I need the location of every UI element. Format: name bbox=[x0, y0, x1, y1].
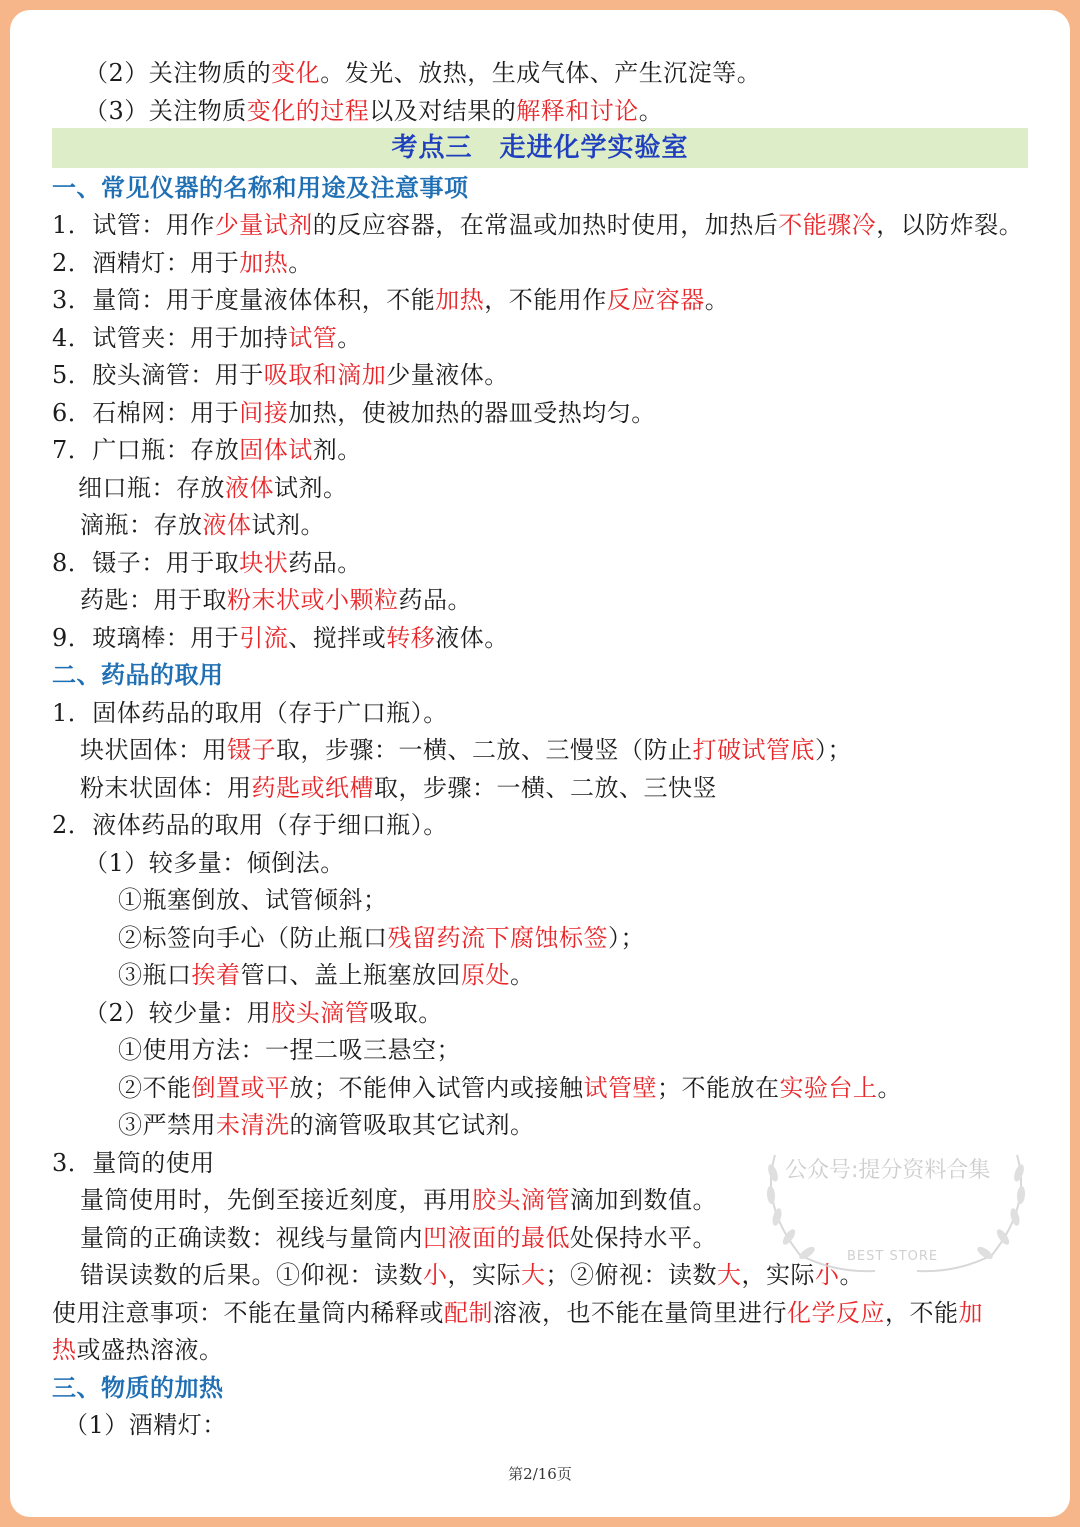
line-text: 错误读数的后果。①仰视：读数 bbox=[80, 1261, 423, 1289]
highlight-text: 小 bbox=[423, 1261, 448, 1289]
line-text: ；不能放在 bbox=[657, 1074, 780, 1102]
text-line bbox=[80, 1185, 717, 1215]
highlight-text: 配制 bbox=[444, 1299, 493, 1327]
text-line bbox=[80, 735, 852, 765]
text-line bbox=[64, 1410, 227, 1440]
line-text: 溶液，也不能在量筒里进行 bbox=[493, 1299, 787, 1327]
document-page bbox=[10, 10, 1070, 1517]
line-text: 取，步骤：一横、二放、三慢竖（防止 bbox=[276, 736, 693, 764]
text-line bbox=[84, 58, 761, 88]
line-text: ）； bbox=[608, 924, 645, 952]
line-text: ）； bbox=[815, 736, 852, 764]
line-text: 4．试管夹：用于加持 bbox=[52, 324, 289, 352]
text-line bbox=[118, 885, 388, 915]
line-text: ①瓶塞倒放、试管倾斜； bbox=[118, 886, 388, 914]
text-line bbox=[52, 1148, 215, 1178]
highlight-text: 变化的过程 bbox=[246, 97, 370, 125]
text-line bbox=[80, 773, 717, 803]
line-text: ，不能 bbox=[885, 1299, 959, 1327]
line-text: 3．量筒：用于度量液体体积，不能 bbox=[52, 286, 436, 314]
highlight-text: 液体 bbox=[202, 511, 252, 539]
line-text: 二、药品的取用 bbox=[52, 660, 224, 689]
line-text: ，不能用作 bbox=[484, 286, 607, 314]
text-line bbox=[52, 548, 362, 578]
highlight-text: 块状 bbox=[239, 549, 289, 577]
highlight-text: 解释和讨论 bbox=[516, 97, 639, 125]
text-line bbox=[80, 510, 325, 540]
line-text: 药品。 bbox=[288, 549, 362, 577]
line-text: ③严禁用 bbox=[118, 1111, 216, 1139]
text-line bbox=[118, 960, 535, 990]
line-text: 。 bbox=[704, 286, 730, 314]
line-text: 5．胶头滴管：用于 bbox=[52, 361, 264, 389]
line-text: 1．固体药品的取用（存于广口瓶）。 bbox=[52, 699, 448, 727]
line-text: 三、物质的加热 bbox=[52, 1373, 224, 1402]
highlight-text: 倒置或平 bbox=[191, 1074, 290, 1102]
text-line bbox=[52, 698, 448, 728]
highlight-text: 胶头滴管 bbox=[271, 999, 370, 1027]
highlight-text: 小 bbox=[815, 1261, 840, 1289]
highlight-text: 实验台上 bbox=[779, 1074, 878, 1102]
highlight-text: 凹液面的最低 bbox=[423, 1224, 570, 1252]
text-line bbox=[78, 473, 348, 503]
line-text: 块状固体：用 bbox=[80, 736, 227, 764]
section-heading bbox=[52, 173, 469, 203]
line-text: 7．广口瓶：存放 bbox=[52, 436, 240, 464]
highlight-text: 加热 bbox=[435, 286, 485, 314]
text-line bbox=[52, 360, 509, 390]
line-text: 、搅拌或 bbox=[288, 624, 387, 652]
text-line bbox=[84, 96, 663, 126]
line-text: 药匙：用于取 bbox=[80, 586, 227, 614]
line-text: ③瓶口 bbox=[118, 961, 192, 989]
text-line bbox=[52, 285, 729, 315]
text-line bbox=[118, 923, 645, 953]
highlight-text: 未清洗 bbox=[216, 1111, 290, 1139]
highlight-text: 大 bbox=[717, 1261, 742, 1289]
line-text: 试剂。 bbox=[274, 474, 348, 502]
text-line bbox=[80, 585, 472, 615]
highlight-text: 间接 bbox=[239, 399, 289, 427]
highlight-text: 挨着 bbox=[191, 961, 241, 989]
text-line bbox=[52, 210, 1023, 240]
text-line bbox=[52, 623, 509, 653]
text-line bbox=[118, 1073, 902, 1103]
text-line bbox=[84, 998, 443, 1028]
line-text: ，实际 bbox=[447, 1261, 521, 1289]
line-text: 使用注意事项：不能在量筒内稀释或 bbox=[52, 1299, 444, 1327]
highlight-text: 加热 bbox=[239, 249, 289, 277]
highlight-text: 大 bbox=[521, 1261, 546, 1289]
line-text: 2．酒精灯：用于 bbox=[52, 249, 240, 277]
line-text: ，以防炸裂。 bbox=[876, 211, 1024, 239]
line-text: 以及对结果的 bbox=[369, 97, 517, 125]
highlight-text: 热 bbox=[52, 1336, 77, 1364]
line-text: 量筒的正确读数：视线与量筒内 bbox=[80, 1224, 423, 1252]
line-text: （2）较少量：用 bbox=[84, 999, 272, 1027]
line-text: （2）关注物质的 bbox=[84, 59, 272, 87]
line-text: 。 bbox=[839, 1261, 864, 1289]
line-text: 。 bbox=[288, 249, 313, 277]
highlight-text: 残留药流下腐蚀标签 bbox=[387, 924, 608, 952]
line-text: （3）关注物质 bbox=[84, 97, 247, 125]
line-text: 吸取。 bbox=[369, 999, 443, 1027]
line-text: 药品。 bbox=[398, 586, 472, 614]
section-banner bbox=[52, 128, 1028, 168]
highlight-text: 原处 bbox=[461, 961, 510, 989]
line-text: 9．玻璃棒：用于 bbox=[52, 624, 240, 652]
text-line bbox=[52, 1335, 224, 1365]
line-text: 。 bbox=[877, 1074, 902, 1102]
line-text: 量筒使用时，先倒至接近刻度，再用 bbox=[80, 1186, 472, 1214]
text-line bbox=[118, 1035, 461, 1065]
line-text: 的反应容器，在常温或加热时使用，加热后 bbox=[312, 211, 779, 239]
line-text: 1．试管：用作 bbox=[52, 211, 215, 239]
highlight-text: 液体 bbox=[225, 474, 274, 502]
text-line bbox=[80, 1223, 717, 1253]
highlight-text: 变化 bbox=[271, 59, 321, 87]
line-text: 少量液体。 bbox=[386, 361, 509, 389]
section-title: 考点三 走进化学实验室 bbox=[391, 133, 689, 163]
line-text: ，实际 bbox=[741, 1261, 815, 1289]
line-text: 管口、盖上瓶塞放回 bbox=[240, 961, 461, 989]
line-text: 。 bbox=[510, 961, 535, 989]
text-line bbox=[52, 810, 448, 840]
line-text: 。 bbox=[337, 324, 362, 352]
line-text: 3．量筒的使用 bbox=[52, 1149, 215, 1177]
line-text: 加热，使被加热的器皿受热均匀。 bbox=[288, 399, 656, 427]
line-text: 或盛热溶液。 bbox=[76, 1336, 224, 1364]
line-text: （1）较多量：倾倒法。 bbox=[84, 849, 345, 877]
line-text: ②标签向手心（防止瓶口 bbox=[118, 924, 388, 952]
section-heading bbox=[52, 660, 224, 690]
highlight-text: 试管壁 bbox=[583, 1074, 657, 1102]
highlight-text: 粉末状或小颗粒 bbox=[227, 586, 399, 614]
highlight-text: 吸取和滴加 bbox=[263, 361, 387, 389]
line-text: 取，步骤：一横、二放、三快竖 bbox=[374, 774, 717, 802]
line-text: 液体。 bbox=[435, 624, 509, 652]
highlight-text: 转移 bbox=[386, 624, 436, 652]
line-text: 滴瓶：存放 bbox=[80, 511, 203, 539]
line-text: ②不能 bbox=[118, 1074, 192, 1102]
highlight-text: 引流 bbox=[239, 624, 289, 652]
line-text: 6．石棉网：用于 bbox=[52, 399, 240, 427]
line-text: 剂。 bbox=[312, 436, 362, 464]
text-line bbox=[52, 398, 656, 428]
line-text: ；②俯视：读数 bbox=[545, 1261, 717, 1289]
text-line bbox=[52, 323, 362, 353]
line-text: ①使用方法：一捏二吸三悬空； bbox=[118, 1036, 461, 1064]
highlight-text: 试管 bbox=[288, 324, 338, 352]
line-text: （1）酒精灯： bbox=[64, 1411, 227, 1439]
line-text: 。发光、放热，生成气体、产生沉淀等。 bbox=[320, 59, 762, 87]
highlight-text: 胶头滴管 bbox=[472, 1186, 570, 1214]
text-line bbox=[118, 1110, 535, 1140]
line-text: 粉末状固体：用 bbox=[80, 774, 252, 802]
highlight-text: 镊子 bbox=[227, 736, 276, 764]
text-line bbox=[52, 248, 313, 278]
text-line bbox=[52, 1298, 983, 1328]
line-text: 细口瓶：存放 bbox=[78, 474, 225, 502]
line-text: 一、常见仪器的名称和用途及注意事项 bbox=[52, 173, 469, 202]
highlight-text: 药匙或纸槽 bbox=[251, 774, 374, 802]
line-text: 8．镊子：用于取 bbox=[52, 549, 240, 577]
line-text: 放；不能伸入试管内或接触 bbox=[289, 1074, 584, 1102]
text-line bbox=[80, 1260, 864, 1290]
line-text: 。 bbox=[638, 97, 664, 125]
text-line bbox=[84, 848, 345, 878]
highlight-text: 加 bbox=[958, 1299, 983, 1327]
highlight-text: 化学反应 bbox=[787, 1299, 885, 1327]
page-number: 第2/16页 bbox=[508, 1465, 572, 1483]
line-text: 2．液体药品的取用（存于细口瓶）。 bbox=[52, 811, 448, 839]
highlight-text: 固体试 bbox=[239, 436, 313, 464]
text-line bbox=[52, 435, 362, 465]
watermark-text: 公众号:提分资料合集 bbox=[785, 1158, 991, 1183]
line-text: 试剂。 bbox=[251, 511, 325, 539]
watermark-subtext: BEST STORE bbox=[847, 1249, 939, 1264]
highlight-text: 少量试剂 bbox=[214, 211, 313, 239]
section-heading bbox=[52, 1373, 224, 1403]
line-text: 处保持水平。 bbox=[570, 1224, 717, 1252]
watermark bbox=[755, 1145, 1035, 1280]
line-text: 滴加到数值。 bbox=[570, 1186, 717, 1214]
highlight-text: 反应容器 bbox=[606, 286, 705, 314]
line-text: 的滴管吸取其它试剂。 bbox=[289, 1111, 535, 1139]
highlight-text: 不能骤冷 bbox=[778, 211, 877, 239]
highlight-text: 打破试管底 bbox=[692, 736, 815, 764]
